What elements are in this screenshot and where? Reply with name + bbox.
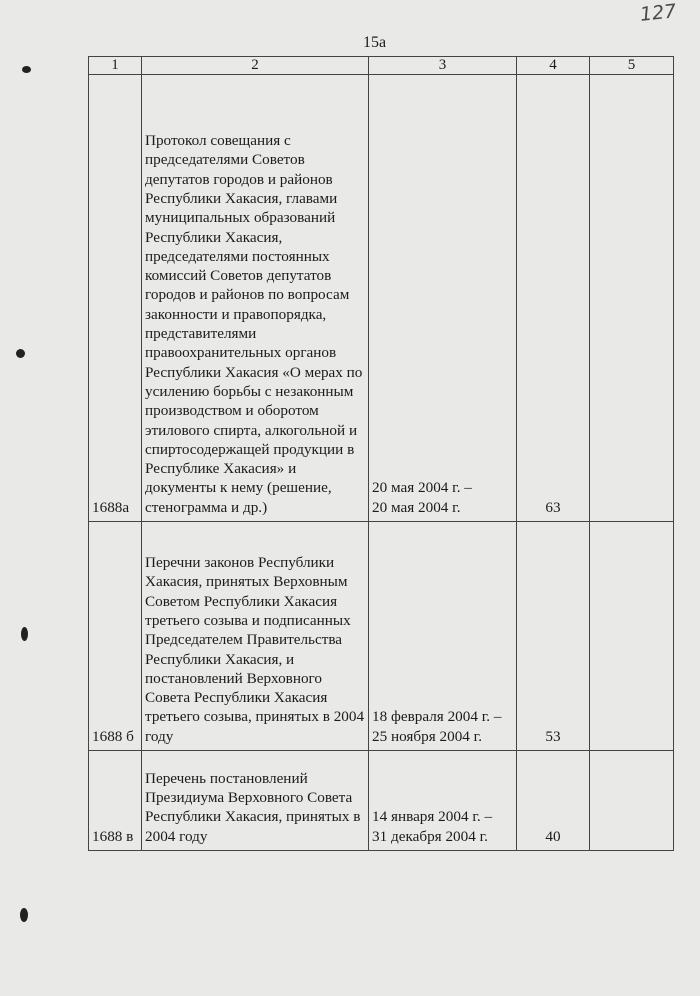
date-start: 20 мая 2004 г. – bbox=[372, 479, 472, 497]
page-number: 15а bbox=[363, 34, 387, 51]
table-row bbox=[89, 75, 674, 522]
sheet-count-cell: 53 bbox=[517, 522, 590, 751]
item-number-cell: 1688 в bbox=[89, 751, 142, 851]
item-number-cell: 1688а bbox=[89, 75, 142, 522]
item-dates-cell bbox=[369, 75, 517, 522]
table-row bbox=[89, 751, 674, 851]
document-registry-table bbox=[88, 56, 674, 851]
punch-hole-mark bbox=[20, 908, 28, 922]
note-cell bbox=[590, 751, 674, 851]
punch-hole-mark bbox=[16, 349, 25, 358]
punch-hole-mark bbox=[21, 627, 28, 641]
sheet-count-cell: 63 bbox=[517, 75, 590, 522]
item-title-cell: Протокол совещания с председателями Советов депутатов городов и районов Республики Хакасия, главами муниципальных образований Республики Хакасия, председателями постоянных комиссий Советов депутатов городов и районов по вопросам законности и правопорядка, представителями правоохранительных органов Республики Хакасия «О мерах по усилению борьбы с незаконным производством и оборотом этилового спирта, алкогольной и спиртосодержащей продукции в Республике Хакасия» и документы к нему (решение, стенограмма и др.) bbox=[142, 75, 369, 522]
item-dates-cell bbox=[369, 751, 517, 851]
date-end: 25 ноября 2004 г. bbox=[372, 727, 482, 745]
column-header: 1 bbox=[89, 57, 142, 75]
item-title-cell: Перечень постановлений Президиума Верховного Совета Республики Хакасия, принятых в 2004 году bbox=[142, 751, 369, 851]
date-start: 14 января 2004 г. – bbox=[372, 808, 493, 826]
date-start: 18 февраля 2004 г. – bbox=[372, 708, 502, 726]
sheet-count-cell: 40 bbox=[517, 751, 590, 851]
punch-hole-mark bbox=[22, 66, 31, 73]
note-cell bbox=[590, 75, 674, 522]
column-header: 3 bbox=[369, 57, 517, 75]
date-end: 31 декабря 2004 г. bbox=[372, 827, 488, 845]
column-number-header-row bbox=[89, 57, 674, 75]
item-number-cell: 1688 б bbox=[89, 522, 142, 751]
column-header: 5 bbox=[590, 57, 674, 75]
note-cell bbox=[590, 522, 674, 751]
item-title-cell: Перечни законов Республики Хакасия, принятых Верховным Советом Республики Хакасия третьего созыва и подписанных Председателем Правительства Республики Хакасия, и постановлений Верховного Совета Республики Хакасия третьего созыва, принятых в 2004 году bbox=[142, 522, 369, 751]
column-header: 2 bbox=[142, 57, 369, 75]
table-row bbox=[89, 522, 674, 751]
column-header: 4 bbox=[517, 57, 590, 75]
folio-number: 127 bbox=[638, 0, 678, 26]
date-end: 20 мая 2004 г. bbox=[372, 498, 461, 516]
item-dates-cell bbox=[369, 522, 517, 751]
